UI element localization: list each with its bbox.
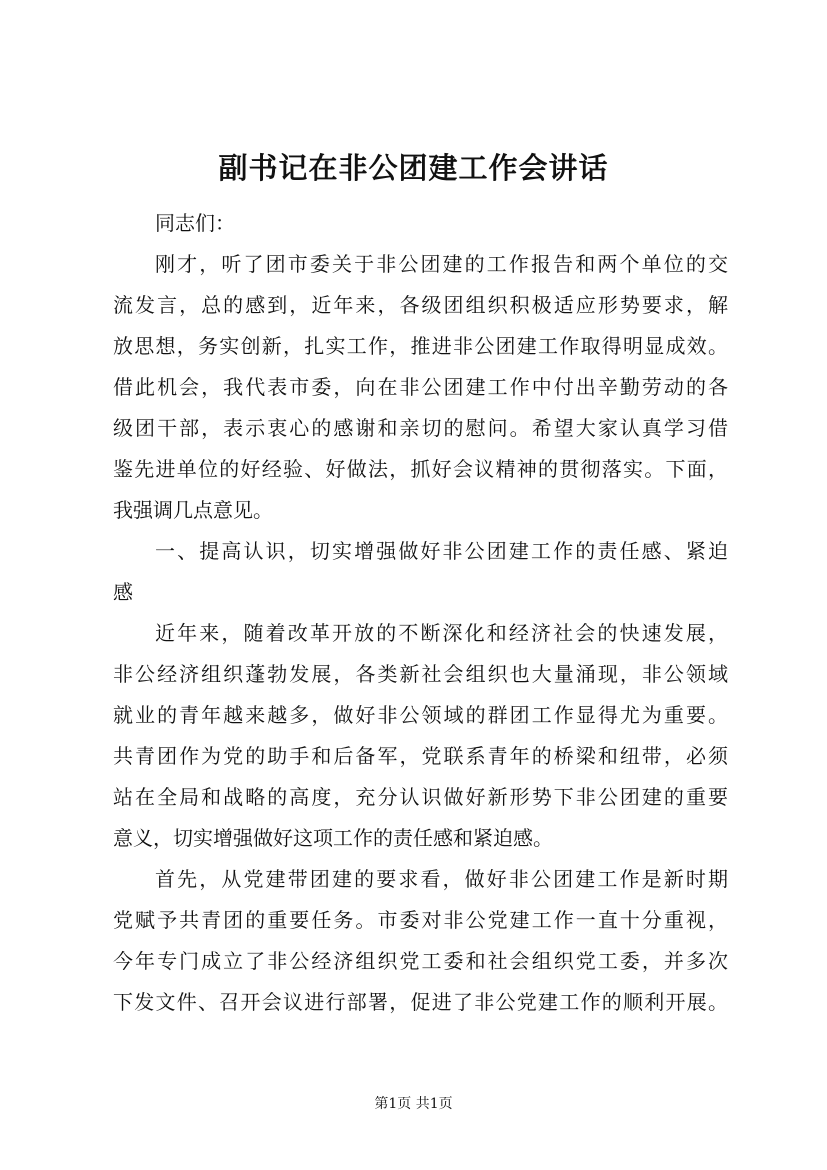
body-line: 站在全局和战略的高度，充分认识做好新形势下非公团建的重要 xyxy=(113,785,728,809)
body-line: 就业的青年越来越多，做好非公领域的群团工作显得尤为重要。 xyxy=(113,703,728,727)
document-title: 副书记在非公团建工作会讲话 xyxy=(218,151,609,185)
salutation-line: 同志们： xyxy=(155,211,235,235)
page-footer xyxy=(0,1094,827,1114)
body-line: 刚才，听了团市委关于非公团建的工作报告和两个单位的交 xyxy=(155,252,728,276)
section-heading-line: 感 xyxy=(113,580,133,604)
body-line: 下发文件、召开会议进行部署，促进了非公党建工作的顺利开展。 xyxy=(113,990,728,1014)
body-line: 放思想，务实创新，扎实工作，推进非公团建工作取得明显成效。 xyxy=(113,334,728,358)
body-line: 党赋予共青团的重要任务。市委对非公党建工作一直十分重视， xyxy=(113,908,728,932)
body-line: 鉴先进单位的好经验、好做法，抓好会议精神的贯彻落实。下面， xyxy=(113,457,728,481)
body-line: 非公经济组织蓬勃发展，各类新社会组织也大量涌现，非公领域 xyxy=(113,662,728,686)
body-line: 共青团作为党的助手和后备军，党联系青年的桥梁和纽带，必须 xyxy=(113,744,728,768)
body-line: 我强调几点意见。 xyxy=(113,498,273,522)
body-line: 级团干部，表示衷心的感谢和亲切的慰问。希望大家认真学习借 xyxy=(113,416,728,440)
document-body xyxy=(113,203,728,1023)
page-number-label: 第1页 共1页 xyxy=(374,1096,453,1112)
body-line: 首先，从党建带团建的要求看，做好非公团建工作是新时期 xyxy=(155,867,728,891)
section-heading-line: 一、提高认识，切实增强做好非公团建工作的责任感、紧迫 xyxy=(155,539,728,563)
body-line: 借此机会，我代表市委，向在非公团建工作中付出辛勤劳动的各 xyxy=(113,375,728,399)
body-line: 意义，切实增强做好这项工作的责任感和紧迫感。 xyxy=(113,826,553,850)
body-line: 流发言，总的感到，近年来，各级团组织积极适应形势要求，解 xyxy=(113,293,728,317)
body-line: 近年来，随着改革开放的不断深化和经济社会的快速发展， xyxy=(155,621,728,645)
body-line: 今年专门成立了非公经济组织党工委和社会组织党工委，并多次 xyxy=(113,949,728,973)
